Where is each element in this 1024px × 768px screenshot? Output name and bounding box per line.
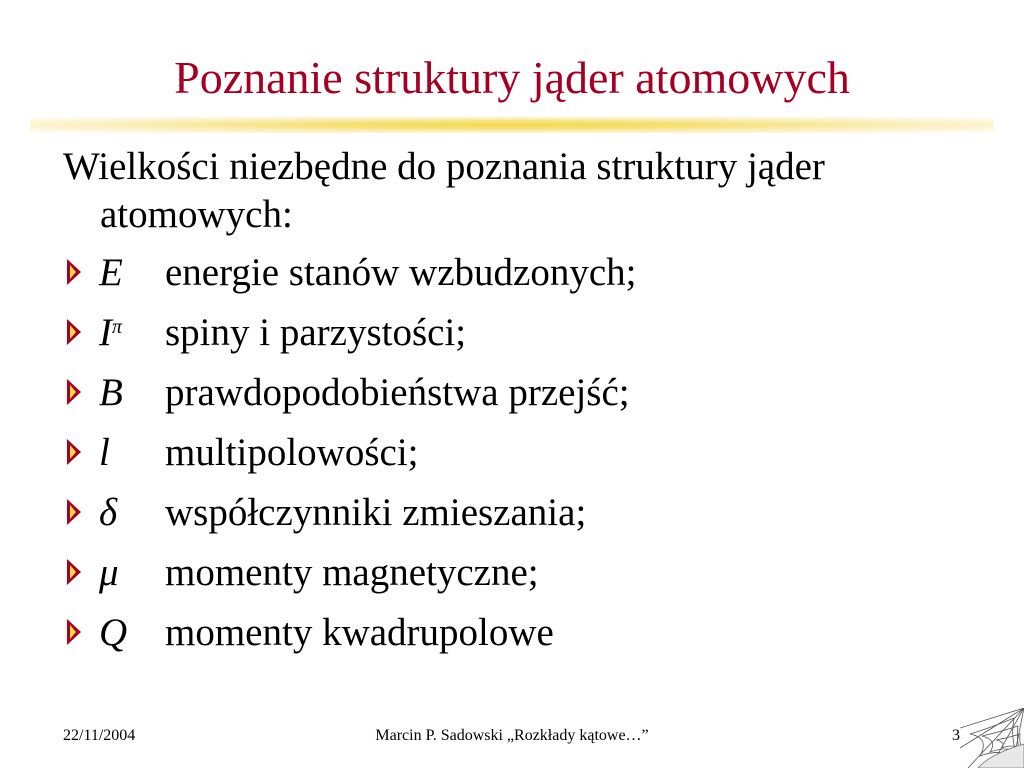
triangle-bullet-icon [67, 619, 81, 645]
triangle-bullet-icon [67, 559, 81, 585]
item-symbol: μ [99, 551, 119, 594]
triangle-bullet-icon [67, 319, 81, 345]
slide-title: Poznanie struktury jąder atomowych [174, 52, 850, 103]
triangle-bullet-icon [67, 499, 81, 525]
item-description: momenty kwadrupolowe [165, 611, 554, 654]
triangle-bullet-icon [67, 259, 81, 285]
item-symbol: E [99, 251, 123, 294]
spider-web-icon [960, 708, 1024, 768]
item-description: energie stanów wzbudzonych; [165, 251, 637, 294]
item-description: współczynniki zmieszania; [165, 491, 587, 534]
footer-date: 22/11/2004 [63, 727, 136, 744]
item-symbol: Q [99, 611, 128, 654]
item-symbol: δ [99, 491, 118, 534]
intro-text: Wielkości niezbędne do poznania struktury jąder atomowych: [63, 145, 825, 236]
footer-author: Marcin P. Sadowski „Rozkłady kątowe…” [375, 727, 649, 744]
title-underline [30, 117, 994, 133]
item-superscript: π [112, 316, 123, 338]
page-number: 3 [952, 727, 960, 744]
item-description: momenty magnetyczne; [165, 551, 539, 594]
triangle-bullet-icon [67, 379, 81, 405]
item-description: spiny i parzystości; [165, 311, 467, 354]
item-symbol: l [99, 431, 110, 474]
item-description: multipolowości; [165, 431, 419, 474]
item-symbol: $I^\pi$ [99, 311, 123, 354]
triangle-bullet-icon [67, 439, 81, 465]
item-symbol: B [99, 371, 123, 414]
item-description: prawdopodobieństwa przejść; [165, 371, 630, 414]
